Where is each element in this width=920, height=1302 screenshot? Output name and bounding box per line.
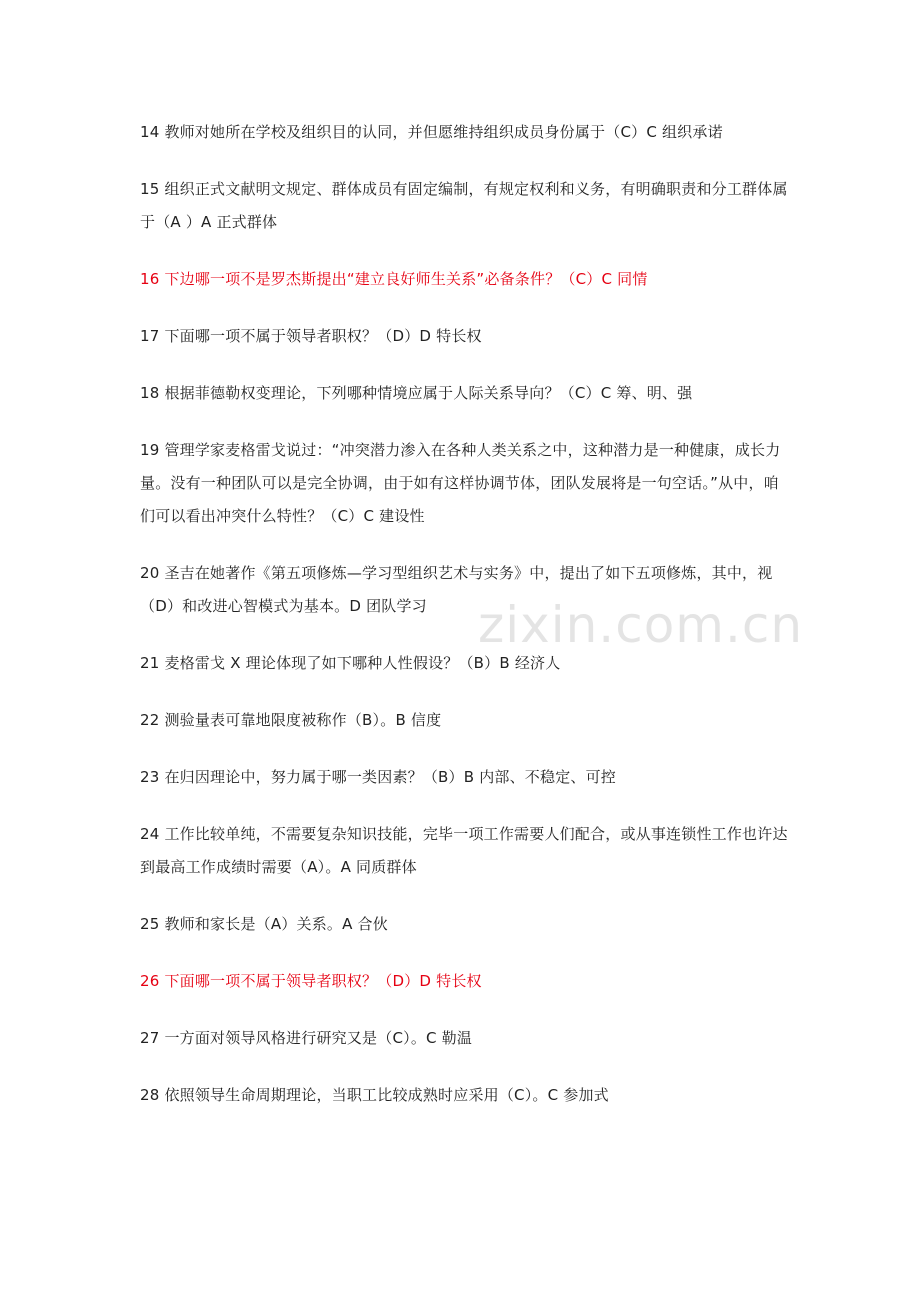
- question-23: 23 在归因理论中，努力属于哪一类因素？（B）B 内部、不稳定、可控: [140, 768, 617, 786]
- question-24: 24 工作比较单纯，不需要复杂知识技能，完毕一项工作需要人们配合，或从事连锁性工作也许达到最高工作成绩时需要（A）。A 同质群体: [140, 825, 788, 876]
- question-16: 16 下边哪一项不是罗杰斯提出“建立良好师生关系”必备条件？（C）C 同情: [140, 270, 648, 288]
- question-20: 20 圣吉在她著作《第五项修炼—学习型组织艺术与实务》中，提出了如下五项修炼，其中，视（D）和改进心智模式为基本。D 团队学习: [140, 564, 773, 615]
- question-14: 14 教师对她所在学校及组织目的认同，并但愿维持组织成员身份属于（C）C 组织承诺: [140, 123, 723, 141]
- question-21: 21 麦格雷戈 X 理论体现了如下哪种人性假设？（B）B 经济人: [140, 654, 561, 672]
- question-18: 18 根据菲德勒权变理论，下列哪种情境应属于人际关系导向？（C）C 筹、明、强: [140, 384, 693, 402]
- question-27: 27 一方面对领导风格进行研究又是（C）。C 勒温: [140, 1029, 473, 1047]
- question-25: 25 教师和家长是（A）关系。A 合伙: [140, 915, 388, 933]
- question-28: 28 依照领导生命周期理论，当职工比较成熟时应采用（C）。C 参加式: [140, 1086, 609, 1104]
- question-list: [140, 116, 790, 1136]
- question-17: 17 下面哪一项不属于领导者职权？（D）D 特长权: [140, 327, 482, 345]
- question-15: 15 组织正式文献明文规定、群体成员有固定编制，有规定权利和义务，有明确职责和分工群体属于（A ）A 正式群体: [140, 180, 788, 231]
- watermark-text: zixin.com.cn: [478, 596, 804, 654]
- question-22: 22 测验量表可靠地限度被称作（B）。B 信度: [140, 711, 442, 729]
- question-26: 26 下面哪一项不属于领导者职权？（D）D 特长权: [140, 972, 482, 990]
- question-19: 19 管理学家麦格雷戈说过：“冲突潜力渗入在各种人类关系之中，这种潜力是一种健康，成长力量。没有一种团队可以是完全协调，由于如有这样协调节体，团队发展将是一句空话。”从中，咱们可以看出冲突什么特性？（C）C 建设性: [140, 441, 781, 525]
